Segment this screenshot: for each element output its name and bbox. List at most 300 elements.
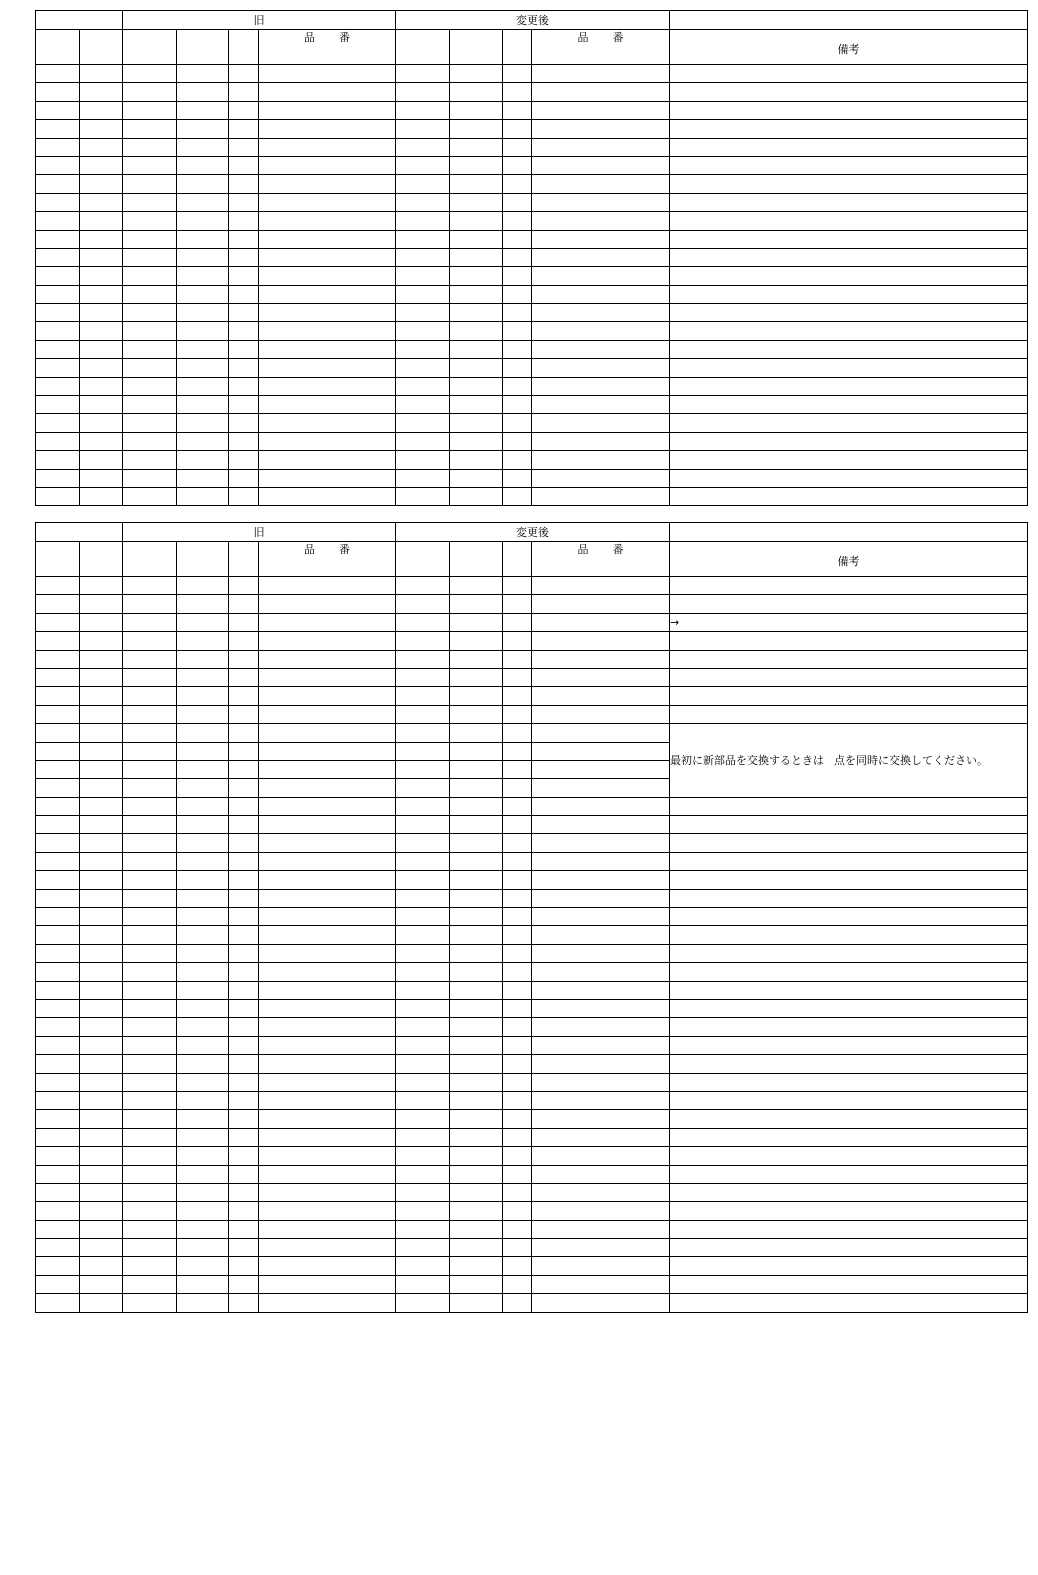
- table-cell: [36, 1220, 80, 1238]
- table-cell: [80, 852, 123, 870]
- table-cell: [450, 760, 503, 778]
- table-cell: [259, 1239, 396, 1257]
- table-cell: [177, 1294, 229, 1312]
- table-cell: [503, 908, 532, 926]
- table-cell: [532, 668, 670, 686]
- table-cell: [80, 834, 123, 852]
- table-cell: [396, 926, 450, 944]
- header-col-1: [36, 542, 80, 577]
- table-cell: [123, 852, 177, 870]
- remarks-cell: [670, 1110, 1028, 1128]
- table-cell: [177, 156, 229, 174]
- table-cell: [177, 101, 229, 119]
- table-cell: [450, 944, 503, 962]
- table-cell: [177, 834, 229, 852]
- table-cell: [532, 322, 670, 340]
- table-cell: [177, 175, 229, 193]
- remarks-cell: [670, 944, 1028, 962]
- header-part-no-new: 品 番: [532, 30, 670, 65]
- table-cell: [80, 396, 123, 414]
- table-row: [36, 101, 1028, 119]
- table-cell: [532, 834, 670, 852]
- remarks-cell: [670, 577, 1028, 595]
- table-cell: [532, 1294, 670, 1312]
- table-cell: [259, 595, 396, 613]
- note-text-part-a: 最初に新部品を交換するときは: [670, 753, 824, 767]
- table-cell: [532, 613, 670, 631]
- table-cell: [503, 469, 532, 487]
- table-cell: [177, 889, 229, 907]
- table-cell: [80, 175, 123, 193]
- table-cell: [503, 1036, 532, 1054]
- table-cell: [123, 705, 177, 723]
- table-cell: [450, 834, 503, 852]
- remarks-cell: [670, 138, 1028, 156]
- table-cell: [36, 267, 80, 285]
- table-row: [36, 1091, 1028, 1109]
- table-cell: [396, 577, 450, 595]
- table-cell: [503, 926, 532, 944]
- header-part-no-old: 品 番: [259, 542, 396, 577]
- table-cell: [503, 304, 532, 322]
- table-cell: [450, 359, 503, 377]
- table-row: [36, 396, 1028, 414]
- header-part-no-new: 品 番: [532, 542, 670, 577]
- table-cell: [229, 432, 259, 450]
- table-cell: [259, 1257, 396, 1275]
- header-col-3: [123, 542, 177, 577]
- remarks-cell: [670, 797, 1028, 815]
- table-cell: [36, 101, 80, 119]
- table-cell: [532, 1165, 670, 1183]
- table-cell: [503, 248, 532, 266]
- table-cell: [229, 834, 259, 852]
- remarks-cell: [670, 285, 1028, 303]
- table-cell: [229, 760, 259, 778]
- table-cell: [80, 1110, 123, 1128]
- table-cell: [532, 1018, 670, 1036]
- table-cell: [80, 156, 123, 174]
- remarks-cell: [670, 1239, 1028, 1257]
- remarks-cell: [670, 487, 1028, 505]
- table-cell: [177, 193, 229, 211]
- table-cell: [229, 1036, 259, 1054]
- table-cell: [396, 175, 450, 193]
- table-cell: [36, 304, 80, 322]
- table-cell: [396, 1036, 450, 1054]
- table-cell: [532, 908, 670, 926]
- table-cell: [259, 926, 396, 944]
- table-cell: [229, 120, 259, 138]
- remarks-cell: [670, 396, 1028, 414]
- table-cell: [503, 816, 532, 834]
- table-cell: [177, 414, 229, 432]
- table-cell: [123, 212, 177, 230]
- table-cell: [450, 1055, 503, 1073]
- table-cell: [532, 285, 670, 303]
- table-cell: [503, 322, 532, 340]
- table-cell: [177, 742, 229, 760]
- table-row: [36, 83, 1028, 101]
- table-cell: [450, 414, 503, 432]
- table-cell: [36, 1091, 80, 1109]
- remarks-cell: [670, 889, 1028, 907]
- table-cell: [396, 1275, 450, 1293]
- table-cell: [503, 1183, 532, 1201]
- table-cell: [229, 871, 259, 889]
- table-row: [36, 650, 1028, 668]
- table-cell: [532, 889, 670, 907]
- table-cell: [177, 650, 229, 668]
- table-cell: [532, 359, 670, 377]
- table-cell: [123, 1165, 177, 1183]
- table-cell: [36, 230, 80, 248]
- table-cell: [80, 1257, 123, 1275]
- table-cell: [532, 156, 670, 174]
- table-cell: [259, 138, 396, 156]
- table-cell: [532, 816, 670, 834]
- table-cell: [123, 1239, 177, 1257]
- table-cell: [503, 432, 532, 450]
- table-cell: [450, 267, 503, 285]
- table-cell: [450, 193, 503, 211]
- header-remarks: 備考: [670, 30, 1028, 65]
- table-cell: [503, 1239, 532, 1257]
- table-cell: [396, 432, 450, 450]
- table-cell: [503, 359, 532, 377]
- table-row: [36, 156, 1028, 174]
- table-cell: [80, 432, 123, 450]
- table-cell: [123, 469, 177, 487]
- table-cell: [450, 852, 503, 870]
- table-cell: [450, 668, 503, 686]
- table-cell: [532, 871, 670, 889]
- table-cell: [177, 999, 229, 1017]
- table-cell: [229, 156, 259, 174]
- table-cell: [123, 871, 177, 889]
- table-cell: [123, 1018, 177, 1036]
- table-cell: [123, 175, 177, 193]
- remarks-cell: [670, 267, 1028, 285]
- table-cell: [123, 1091, 177, 1109]
- table-cell: [450, 340, 503, 358]
- table-cell: [80, 1165, 123, 1183]
- table-cell: [396, 1091, 450, 1109]
- table-cell: [80, 760, 123, 778]
- table-cell: [532, 1220, 670, 1238]
- table-cell: [36, 1183, 80, 1201]
- table-cell: [229, 322, 259, 340]
- table-cell: [229, 451, 259, 469]
- table-cell: [80, 193, 123, 211]
- table-cell: [259, 83, 396, 101]
- table-cell: [532, 981, 670, 999]
- table-cell: [80, 414, 123, 432]
- table-cell: [396, 834, 450, 852]
- table-cell: [80, 487, 123, 505]
- table-cell: [259, 1018, 396, 1036]
- table-cell: [80, 267, 123, 285]
- table-cell: [532, 487, 670, 505]
- header-col-5: [229, 30, 259, 65]
- table-cell: [36, 322, 80, 340]
- table-cell: [259, 981, 396, 999]
- table-cell: [177, 212, 229, 230]
- table-cell: [80, 650, 123, 668]
- table-cell: [177, 926, 229, 944]
- table-cell: [229, 999, 259, 1017]
- header-col-9: [503, 30, 532, 65]
- table-cell: [503, 577, 532, 595]
- header-col-7: [396, 30, 450, 65]
- table-row: [36, 267, 1028, 285]
- table-cell: [259, 304, 396, 322]
- table-cell: [123, 83, 177, 101]
- table-cell: [36, 120, 80, 138]
- table-cell: [36, 1073, 80, 1091]
- table-cell: [123, 377, 177, 395]
- table-cell: [229, 797, 259, 815]
- table-row: [36, 175, 1028, 193]
- table-cell: [123, 1128, 177, 1146]
- table-cell: [229, 724, 259, 742]
- table-cell: [36, 944, 80, 962]
- table-cell: [532, 650, 670, 668]
- table-cell: [450, 632, 503, 650]
- table-cell: [532, 175, 670, 193]
- table-cell: [450, 1128, 503, 1146]
- table-cell: [532, 120, 670, 138]
- table-row: [36, 138, 1028, 156]
- header-col-5: [229, 542, 259, 577]
- remarks-cell: [670, 1091, 1028, 1109]
- table-cell: [123, 963, 177, 981]
- table-cell: [503, 138, 532, 156]
- header-col-3: [123, 30, 177, 65]
- remarks-arrow-cell: [670, 613, 1028, 631]
- table-cell: [36, 469, 80, 487]
- table-cell: [503, 687, 532, 705]
- table-cell: [450, 1294, 503, 1312]
- table-row: [36, 322, 1028, 340]
- table-row: [36, 1220, 1028, 1238]
- table-cell: [450, 212, 503, 230]
- table-cell: [229, 1239, 259, 1257]
- table-cell: [259, 322, 396, 340]
- table-cell: [177, 1202, 229, 1220]
- table-cell: [80, 212, 123, 230]
- table-cell: [36, 451, 80, 469]
- table-cell: [396, 304, 450, 322]
- table-cell: [229, 396, 259, 414]
- table-cell: [396, 1202, 450, 1220]
- table-cell: [80, 1147, 123, 1165]
- table-cell: [123, 65, 177, 83]
- table-cell: [450, 889, 503, 907]
- table-cell: [177, 120, 229, 138]
- table-row: [36, 120, 1028, 138]
- table-cell: [229, 138, 259, 156]
- table-cell: [532, 267, 670, 285]
- table-cell: [532, 304, 670, 322]
- table-cell: [229, 1220, 259, 1238]
- header-old: 旧: [123, 11, 396, 30]
- remarks-cell: [670, 908, 1028, 926]
- table-cell: [259, 175, 396, 193]
- table-cell: [123, 304, 177, 322]
- table-cell: [396, 469, 450, 487]
- remarks-cell: [670, 193, 1028, 211]
- table-cell: [532, 414, 670, 432]
- table-cell: [177, 944, 229, 962]
- table-cell: [80, 1183, 123, 1201]
- table-cell: [503, 1091, 532, 1109]
- table-cell: [450, 981, 503, 999]
- table-cell: [177, 705, 229, 723]
- table-cell: [503, 1165, 532, 1183]
- table-cell: [259, 724, 396, 742]
- remarks-cell: [670, 304, 1028, 322]
- table-cell: [259, 687, 396, 705]
- header-remarks-top: [670, 11, 1028, 30]
- table-cell: [177, 595, 229, 613]
- table-cell: [532, 1036, 670, 1054]
- table-cell: [229, 595, 259, 613]
- remarks-cell: [670, 668, 1028, 686]
- table-cell: [396, 650, 450, 668]
- table-cell: [396, 871, 450, 889]
- table-cell: [177, 963, 229, 981]
- table-cell: [177, 797, 229, 815]
- table-cell: [396, 1073, 450, 1091]
- table-row: [36, 193, 1028, 211]
- table-cell: [503, 1257, 532, 1275]
- table-row: [36, 852, 1028, 870]
- table-cell: [177, 340, 229, 358]
- table-cell: [229, 1018, 259, 1036]
- table-cell: [503, 1110, 532, 1128]
- table-row: [36, 212, 1028, 230]
- table-cell: [123, 687, 177, 705]
- table-cell: [80, 1036, 123, 1054]
- table-cell: [259, 1055, 396, 1073]
- table-cell: [177, 1091, 229, 1109]
- table-cell: [123, 908, 177, 926]
- table-row: [36, 816, 1028, 834]
- table-row: [36, 613, 1028, 631]
- table-cell: [532, 1202, 670, 1220]
- table-cell: [177, 1183, 229, 1201]
- table-cell: [396, 285, 450, 303]
- table-cell: [450, 83, 503, 101]
- remarks-cell: [670, 156, 1028, 174]
- table-cell: [396, 816, 450, 834]
- table-cell: [450, 577, 503, 595]
- table-cell: [259, 340, 396, 358]
- table-cell: [503, 1202, 532, 1220]
- table-cell: [177, 267, 229, 285]
- table-cell: [229, 175, 259, 193]
- table-cell: [259, 779, 396, 797]
- remarks-cell: [670, 212, 1028, 230]
- table-cell: [80, 668, 123, 686]
- table-cell: [396, 613, 450, 631]
- table-cell: [123, 359, 177, 377]
- table-row: [36, 65, 1028, 83]
- remarks-cell: [670, 1202, 1028, 1220]
- table-row: [36, 981, 1028, 999]
- table-row: [36, 834, 1028, 852]
- table-cell: [259, 65, 396, 83]
- table-cell: [503, 724, 532, 742]
- table-cell: [36, 705, 80, 723]
- table-cell: [123, 1202, 177, 1220]
- table-cell: [259, 650, 396, 668]
- table-cell: [503, 414, 532, 432]
- remarks-note-cell: [670, 724, 1028, 798]
- table-cell: [177, 359, 229, 377]
- table-cell: [229, 668, 259, 686]
- table-cell: [396, 760, 450, 778]
- table-cell: [80, 322, 123, 340]
- table-cell: [259, 487, 396, 505]
- header-new: 変更後: [396, 523, 670, 542]
- table-cell: [532, 852, 670, 870]
- table-cell: [36, 834, 80, 852]
- table-cell: [450, 120, 503, 138]
- table-cell: [80, 469, 123, 487]
- table-cell: [177, 248, 229, 266]
- table-cell: [177, 377, 229, 395]
- table-row: [36, 668, 1028, 686]
- table-cell: [396, 908, 450, 926]
- table-cell: [177, 432, 229, 450]
- table-cell: [259, 212, 396, 230]
- table-cell: [450, 687, 503, 705]
- table-cell: [450, 816, 503, 834]
- table-cell: [36, 816, 80, 834]
- table-cell: [80, 908, 123, 926]
- table-cell: [123, 1294, 177, 1312]
- table-cell: [36, 871, 80, 889]
- table-cell: [259, 632, 396, 650]
- table-cell: [532, 396, 670, 414]
- table-cell: [396, 1018, 450, 1036]
- table-cell: [229, 1275, 259, 1293]
- table-cell: [450, 65, 503, 83]
- table-cell: [80, 1239, 123, 1257]
- table-cell: [532, 999, 670, 1017]
- remarks-cell: [670, 432, 1028, 450]
- table-cell: [532, 1128, 670, 1146]
- table-cell: [503, 1055, 532, 1073]
- table-cell: [229, 577, 259, 595]
- table-cell: [36, 999, 80, 1017]
- table-cell: [36, 632, 80, 650]
- table-cell: [396, 1239, 450, 1257]
- table-cell: [80, 687, 123, 705]
- table-cell: [36, 1257, 80, 1275]
- table-cell: [532, 212, 670, 230]
- table-cell: [36, 1128, 80, 1146]
- table-cell: [36, 889, 80, 907]
- remarks-cell: [670, 83, 1028, 101]
- table-cell: [177, 687, 229, 705]
- table-cell: [503, 705, 532, 723]
- table-cell: [36, 1110, 80, 1128]
- note-text-part-b: 点を同時に交換してください。: [834, 753, 988, 767]
- table-cell: [123, 285, 177, 303]
